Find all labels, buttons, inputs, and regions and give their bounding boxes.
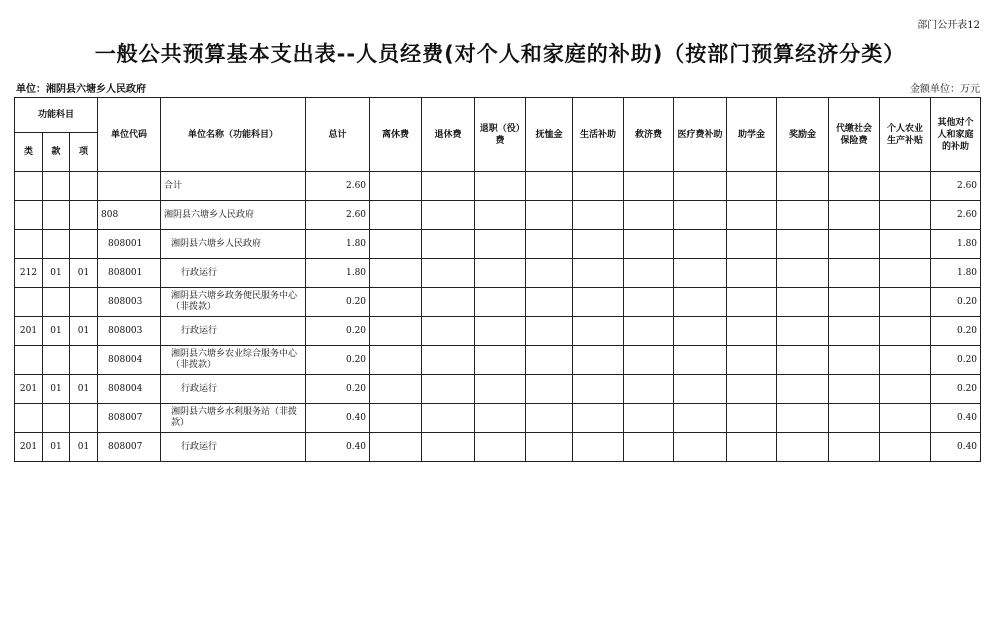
social-insurance-cell bbox=[829, 433, 880, 462]
table-row bbox=[15, 433, 981, 462]
lei-cell: 212 bbox=[15, 259, 43, 288]
resign-header: 退职（役）费 bbox=[475, 98, 526, 172]
living-subsidy-cell bbox=[573, 259, 624, 288]
total-cell: 0.20 bbox=[306, 346, 370, 375]
lei-header: 类 bbox=[15, 133, 43, 172]
social-insurance-cell bbox=[829, 375, 880, 404]
retire-cell bbox=[422, 288, 475, 317]
unit-code-cell: 808007 bbox=[98, 433, 161, 462]
retire-cell bbox=[422, 375, 475, 404]
living-subsidy-cell bbox=[573, 346, 624, 375]
table-row bbox=[15, 317, 981, 346]
pension-cell bbox=[526, 375, 573, 404]
kuan-cell: 01 bbox=[43, 433, 70, 462]
reporting-unit: 单位：湘阴县六塘乡人民政府 bbox=[16, 84, 146, 95]
farm-subsidy-cell bbox=[880, 172, 931, 201]
medical-cell bbox=[674, 201, 727, 230]
xiang-cell: 01 bbox=[70, 317, 98, 346]
unit-name-cell: 湘阴县六塘乡政务便民服务中心（非拨款） bbox=[161, 288, 306, 317]
other-subsidy-cell: 1.80 bbox=[931, 259, 981, 288]
table-row bbox=[15, 375, 981, 404]
resign-cell bbox=[475, 433, 526, 462]
farm-subsidy-cell bbox=[880, 230, 931, 259]
scholarship-cell bbox=[727, 346, 777, 375]
retire-cell bbox=[422, 317, 475, 346]
xiang-cell: 01 bbox=[70, 433, 98, 462]
scholarship-cell bbox=[727, 259, 777, 288]
total-cell: 0.20 bbox=[306, 375, 370, 404]
retire-leave-cell bbox=[370, 317, 422, 346]
kuan-cell: 01 bbox=[43, 317, 70, 346]
xiang-cell bbox=[70, 346, 98, 375]
kuan-cell bbox=[43, 288, 70, 317]
scholarship-header: 助学金 bbox=[727, 98, 777, 172]
retire-leave-cell bbox=[370, 288, 422, 317]
living-subsidy-header: 生活补助 bbox=[573, 98, 624, 172]
lei-cell bbox=[15, 172, 43, 201]
unit-name-cell: 湘阴县六塘乡人民政府 bbox=[161, 201, 306, 230]
kuan-cell bbox=[43, 172, 70, 201]
retire-leave-cell bbox=[370, 172, 422, 201]
table-row bbox=[15, 346, 981, 375]
relief-cell bbox=[624, 230, 674, 259]
pension-cell bbox=[526, 230, 573, 259]
reward-cell bbox=[777, 201, 829, 230]
pension-cell bbox=[526, 317, 573, 346]
other-subsidy-cell: 0.20 bbox=[931, 288, 981, 317]
reward-cell bbox=[777, 346, 829, 375]
other-subsidy-header: 其他对个人和家庭的补助 bbox=[931, 98, 981, 172]
pension-cell bbox=[526, 404, 573, 433]
retire-header: 退休费 bbox=[422, 98, 475, 172]
medical-cell bbox=[674, 375, 727, 404]
other-subsidy-cell: 0.20 bbox=[931, 317, 981, 346]
retire-cell bbox=[422, 346, 475, 375]
farm-subsidy-header: 个人农业生产补贴 bbox=[880, 98, 931, 172]
living-subsidy-cell bbox=[573, 404, 624, 433]
farm-subsidy-cell bbox=[880, 404, 931, 433]
lei-cell: 201 bbox=[15, 433, 43, 462]
total-cell: 0.20 bbox=[306, 288, 370, 317]
unit-name-cell: 合计 bbox=[161, 172, 306, 201]
retire-leave-header: 离休费 bbox=[370, 98, 422, 172]
table-row bbox=[15, 172, 981, 201]
func-subject-header: 功能科目 bbox=[15, 98, 98, 133]
total-cell: 2.60 bbox=[306, 201, 370, 230]
xiang-cell bbox=[70, 288, 98, 317]
unit-name-header: 单位名称（功能科目） bbox=[161, 98, 306, 172]
scholarship-cell bbox=[727, 288, 777, 317]
social-insurance-cell bbox=[829, 404, 880, 433]
lei-cell: 201 bbox=[15, 375, 43, 404]
unit-code-cell: 808003 bbox=[98, 288, 161, 317]
scholarship-cell bbox=[727, 317, 777, 346]
relief-cell bbox=[624, 375, 674, 404]
unit-name-cell: 湘阴县六塘乡人民政府 bbox=[161, 230, 306, 259]
kuan-cell bbox=[43, 230, 70, 259]
scholarship-cell bbox=[727, 201, 777, 230]
scholarship-cell bbox=[727, 433, 777, 462]
relief-cell bbox=[624, 172, 674, 201]
medical-cell bbox=[674, 346, 727, 375]
reward-cell bbox=[777, 375, 829, 404]
retire-cell bbox=[422, 230, 475, 259]
resign-cell bbox=[475, 259, 526, 288]
unit-code-cell bbox=[98, 172, 161, 201]
retire-leave-cell bbox=[370, 404, 422, 433]
living-subsidy-cell bbox=[573, 317, 624, 346]
unit-code-cell: 808001 bbox=[98, 259, 161, 288]
reward-cell bbox=[777, 288, 829, 317]
other-subsidy-cell: 0.20 bbox=[931, 346, 981, 375]
total-cell: 0.20 bbox=[306, 317, 370, 346]
total-header: 总计 bbox=[306, 98, 370, 172]
social-insurance-cell bbox=[829, 259, 880, 288]
living-subsidy-cell bbox=[573, 375, 624, 404]
medical-cell bbox=[674, 288, 727, 317]
total-cell: 0.40 bbox=[306, 433, 370, 462]
social-insurance-cell bbox=[829, 346, 880, 375]
other-subsidy-cell: 2.60 bbox=[931, 201, 981, 230]
unit-name-cell: 行政运行 bbox=[161, 317, 306, 346]
pension-cell bbox=[526, 201, 573, 230]
xiang-cell bbox=[70, 230, 98, 259]
unit-code-cell: 808 bbox=[98, 201, 161, 230]
kuan-cell: 01 bbox=[43, 375, 70, 404]
resign-cell bbox=[475, 288, 526, 317]
xiang-cell bbox=[70, 172, 98, 201]
xiang-cell: 01 bbox=[70, 375, 98, 404]
page-title: 一般公共预算基本支出表--人员经费(对个人和家庭的补助)（按部门预算经济分类） bbox=[94, 42, 906, 66]
social-insurance-cell bbox=[829, 201, 880, 230]
unit-name-cell: 行政运行 bbox=[161, 259, 306, 288]
other-subsidy-cell: 0.40 bbox=[931, 404, 981, 433]
social-insurance-cell bbox=[829, 230, 880, 259]
farm-subsidy-cell bbox=[880, 317, 931, 346]
table-row bbox=[15, 230, 981, 259]
kuan-cell bbox=[43, 404, 70, 433]
relief-cell bbox=[624, 433, 674, 462]
scholarship-cell bbox=[727, 230, 777, 259]
lei-cell bbox=[15, 288, 43, 317]
retire-cell bbox=[422, 404, 475, 433]
reward-cell bbox=[777, 404, 829, 433]
lei-cell bbox=[15, 230, 43, 259]
xiang-cell bbox=[70, 201, 98, 230]
total-cell: 2.60 bbox=[306, 172, 370, 201]
scholarship-cell bbox=[727, 172, 777, 201]
table-row bbox=[15, 259, 981, 288]
xiang-header: 项 bbox=[70, 133, 98, 172]
medical-cell bbox=[674, 433, 727, 462]
relief-cell bbox=[624, 288, 674, 317]
farm-subsidy-cell bbox=[880, 288, 931, 317]
resign-cell bbox=[475, 375, 526, 404]
retire-leave-cell bbox=[370, 201, 422, 230]
unit-code-cell: 808007 bbox=[98, 404, 161, 433]
pension-cell bbox=[526, 346, 573, 375]
retire-leave-cell bbox=[370, 259, 422, 288]
unit-code-cell: 808003 bbox=[98, 317, 161, 346]
relief-cell bbox=[624, 259, 674, 288]
table-number-label: 部门公开表12 bbox=[917, 20, 980, 31]
unit-code-cell: 808001 bbox=[98, 230, 161, 259]
relief-cell bbox=[624, 404, 674, 433]
unit-name-cell: 行政运行 bbox=[161, 433, 306, 462]
other-subsidy-cell: 0.20 bbox=[931, 375, 981, 404]
living-subsidy-cell bbox=[573, 230, 624, 259]
relief-cell bbox=[624, 201, 674, 230]
living-subsidy-cell bbox=[573, 172, 624, 201]
other-subsidy-cell: 1.80 bbox=[931, 230, 981, 259]
resign-cell bbox=[475, 230, 526, 259]
pension-cell bbox=[526, 433, 573, 462]
unit-code-header: 单位代码 bbox=[98, 98, 161, 172]
pension-cell bbox=[526, 259, 573, 288]
social-insurance-cell bbox=[829, 288, 880, 317]
reward-cell bbox=[777, 172, 829, 201]
relief-cell bbox=[624, 317, 674, 346]
resign-cell bbox=[475, 346, 526, 375]
pension-header: 抚恤金 bbox=[526, 98, 573, 172]
lei-cell bbox=[15, 201, 43, 230]
total-cell: 0.40 bbox=[306, 404, 370, 433]
medical-cell bbox=[674, 230, 727, 259]
lei-cell bbox=[15, 404, 43, 433]
kuan-header: 款 bbox=[43, 133, 70, 172]
table-row bbox=[15, 288, 981, 317]
lei-cell: 201 bbox=[15, 317, 43, 346]
total-cell: 1.80 bbox=[306, 259, 370, 288]
kuan-cell bbox=[43, 201, 70, 230]
medical-cell bbox=[674, 259, 727, 288]
scholarship-cell bbox=[727, 375, 777, 404]
xiang-cell bbox=[70, 404, 98, 433]
medical-cell bbox=[674, 172, 727, 201]
retire-leave-cell bbox=[370, 433, 422, 462]
medical-cell bbox=[674, 404, 727, 433]
unit-name-cell: 湘阴县六塘乡农业综合服务中心（非拨款） bbox=[161, 346, 306, 375]
retire-cell bbox=[422, 433, 475, 462]
farm-subsidy-cell bbox=[880, 346, 931, 375]
unit-code-cell: 808004 bbox=[98, 375, 161, 404]
living-subsidy-cell bbox=[573, 288, 624, 317]
resign-cell bbox=[475, 404, 526, 433]
expenditure-table bbox=[14, 97, 981, 462]
total-cell: 1.80 bbox=[306, 230, 370, 259]
unit-code-cell: 808004 bbox=[98, 346, 161, 375]
farm-subsidy-cell bbox=[880, 375, 931, 404]
relief-header: 救济费 bbox=[624, 98, 674, 172]
reward-cell bbox=[777, 317, 829, 346]
retire-cell bbox=[422, 201, 475, 230]
medical-cell bbox=[674, 317, 727, 346]
living-subsidy-cell bbox=[573, 433, 624, 462]
farm-subsidy-cell bbox=[880, 433, 931, 462]
pension-cell bbox=[526, 172, 573, 201]
kuan-cell bbox=[43, 346, 70, 375]
reward-header: 奖励金 bbox=[777, 98, 829, 172]
social-insurance-cell bbox=[829, 317, 880, 346]
unit-name-cell: 湘阴县六塘乡水利服务站（非拨款） bbox=[161, 404, 306, 433]
unit-name-cell: 行政运行 bbox=[161, 375, 306, 404]
retire-leave-cell bbox=[370, 375, 422, 404]
kuan-cell: 01 bbox=[43, 259, 70, 288]
living-subsidy-cell bbox=[573, 201, 624, 230]
xiang-cell: 01 bbox=[70, 259, 98, 288]
retire-leave-cell bbox=[370, 346, 422, 375]
retire-leave-cell bbox=[370, 230, 422, 259]
lei-cell bbox=[15, 346, 43, 375]
pension-cell bbox=[526, 288, 573, 317]
resign-cell bbox=[475, 172, 526, 201]
medical-header: 医疗费补助 bbox=[674, 98, 727, 172]
reward-cell bbox=[777, 230, 829, 259]
other-subsidy-cell: 0.40 bbox=[931, 433, 981, 462]
social-insurance-cell bbox=[829, 172, 880, 201]
farm-subsidy-cell bbox=[880, 259, 931, 288]
social-insurance-header: 代缴社会保险费 bbox=[829, 98, 880, 172]
resign-cell bbox=[475, 201, 526, 230]
reward-cell bbox=[777, 259, 829, 288]
farm-subsidy-cell bbox=[880, 201, 931, 230]
table-row bbox=[15, 404, 981, 433]
relief-cell bbox=[624, 346, 674, 375]
amount-unit: 金额单位：万元 bbox=[910, 84, 980, 95]
table-row bbox=[15, 201, 981, 230]
scholarship-cell bbox=[727, 404, 777, 433]
resign-cell bbox=[475, 317, 526, 346]
retire-cell bbox=[422, 172, 475, 201]
reward-cell bbox=[777, 433, 829, 462]
retire-cell bbox=[422, 259, 475, 288]
other-subsidy-cell: 2.60 bbox=[931, 172, 981, 201]
